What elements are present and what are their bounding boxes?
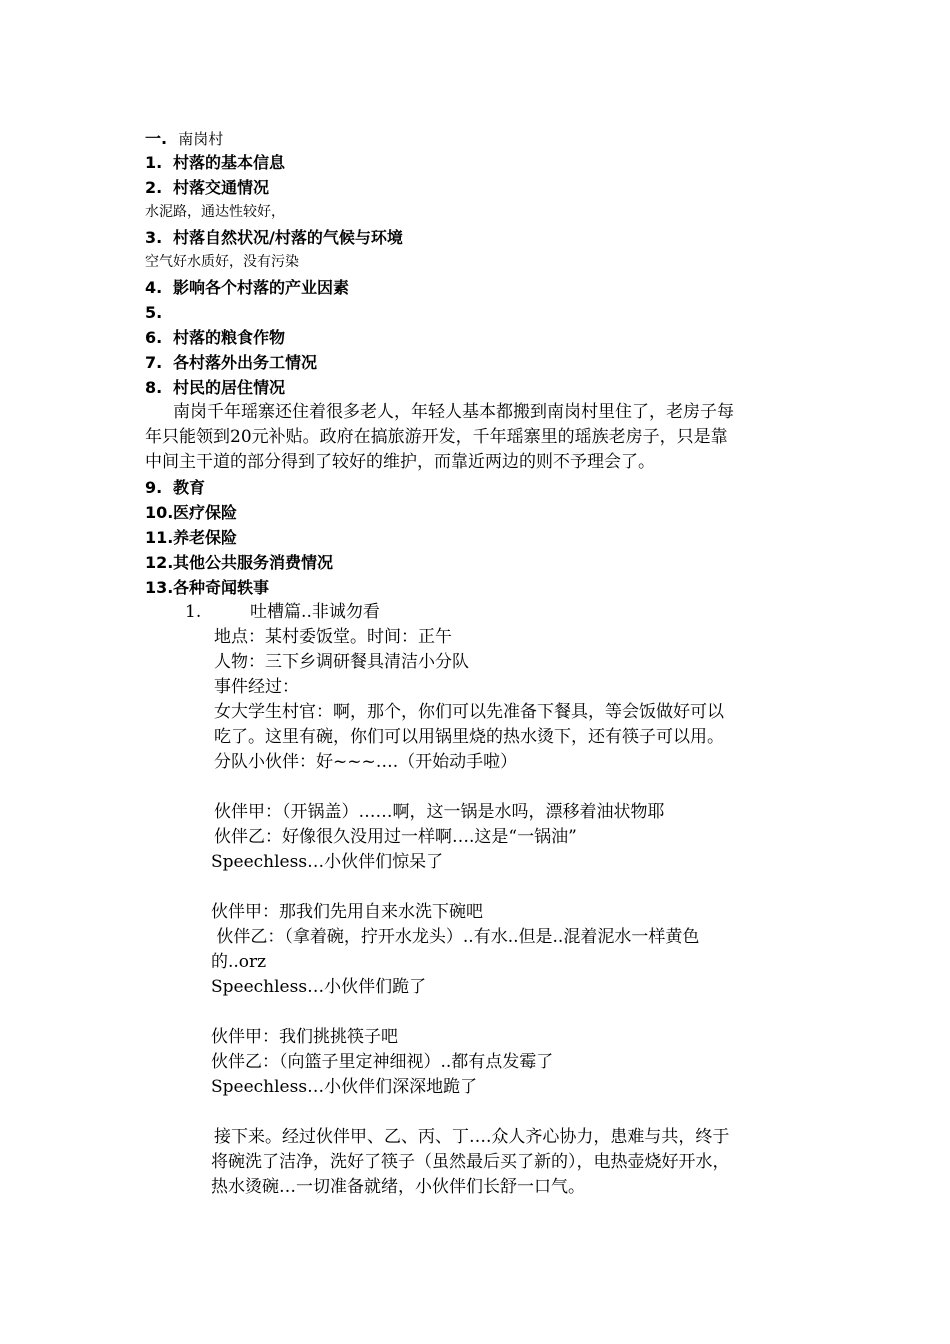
item-title: 影响各个村落的产业因素: [173, 278, 350, 297]
item-title: 村落交通情况: [173, 178, 270, 197]
story-line: 分队小伙伴：好~~~….（开始动手啦）: [214, 752, 518, 772]
item-heading: [145, 175, 269, 200]
item-number: 1.: [145, 153, 163, 172]
item-heading: [145, 475, 205, 500]
story-line: 接下来。经过伙伴甲、乙、丙、丁….众人齐心协力，患难与共，终于: [214, 1127, 730, 1147]
item-number: 5.: [145, 303, 163, 322]
item-title: 村落的基本信息: [173, 153, 286, 172]
item-number: 9.: [145, 478, 163, 497]
story-line: 伙伴乙：好像很久没用过一样啊….这是“一锅油”: [214, 827, 577, 847]
story-line: 伙伴乙：（拿着碗，拧开水龙头）..有水..但是..混着泥水一样黄色: [211, 927, 700, 947]
housing-paragraph-line: 年只能领到20元补贴。政府在搞旅游开发，千年瑶寨里的瑶族老房子，只是靠: [145, 427, 728, 447]
item-number: 12.: [145, 553, 174, 572]
story-heading: [185, 600, 380, 625]
story-title: 吐槽篇..非诚勿看: [250, 602, 380, 622]
story-line: 伙伴甲：那我们先用自来水洗下碗吧: [211, 902, 483, 922]
story-line: 的..orz: [211, 952, 267, 972]
story-line: 伙伴甲：（开锅盖）……啊，这一锅是水吗，漂移着油状物耶: [214, 802, 665, 822]
story-line: 女大学生村官：啊，那个，你们可以先准备下餐具，等会饭做好可以: [214, 702, 724, 722]
item-number: 3.: [145, 228, 163, 247]
story-line: 人物：三下乡调研餐具清洁小分队: [214, 652, 469, 672]
item-heading: [145, 325, 285, 350]
item-heading: [145, 225, 403, 250]
item-heading: [145, 525, 237, 550]
item-number: 10.: [145, 503, 174, 522]
story-line: 伙伴甲：我们挑挑筷子吧: [211, 1027, 398, 1047]
item-title: 养老保险: [173, 528, 238, 547]
item-number: 7.: [145, 353, 163, 372]
item-number: 6.: [145, 328, 163, 347]
section-heading: [145, 126, 223, 152]
story-line: 事件经过：: [214, 677, 299, 697]
environment-note: 空气好水质好，没有污染: [145, 254, 299, 270]
item-heading: [145, 575, 269, 600]
story-line: 地点：某村委饭堂。时间：正午: [214, 627, 452, 647]
item-heading: [145, 375, 285, 400]
story-line: Speechless…小伙伴们惊呆了: [211, 852, 444, 872]
item-heading: [145, 300, 173, 325]
item-heading: [145, 550, 333, 575]
housing-paragraph-line: 南岗千年瑶寨还住着很多老人，年轻人基本都搬到南岗村里住了，老房子每: [173, 402, 734, 422]
traffic-note: 水泥路，通达性较好，: [145, 204, 285, 220]
story-line: 伙伴乙：（向篮子里定神细视）..都有点发霉了: [211, 1052, 554, 1072]
story-line: 吃了。这里有碗，你们可以用锅里烧的热水烫下，还有筷子可以用。: [214, 727, 724, 747]
item-heading: [145, 150, 285, 175]
item-heading: [145, 275, 349, 300]
story-number: 1.: [185, 602, 202, 622]
item-number: 8.: [145, 378, 163, 397]
item-title: 村落自然状况/村落的气候与环境: [173, 228, 403, 247]
item-title: 医疗保险: [173, 503, 238, 522]
story-line: 热水烫碗…一切准备就绪，小伙伴们长舒一口气。: [211, 1177, 585, 1197]
item-title: 教育: [173, 478, 206, 497]
item-number: 2.: [145, 178, 163, 197]
item-title: 各村落外出务工情况: [173, 353, 318, 372]
item-title: 其他公共服务消费情况: [173, 553, 334, 572]
housing-paragraph-line: 中间主干道的部分得到了较好的维护，而靠近两边的则不予理会了。: [145, 452, 655, 472]
item-heading: [145, 350, 317, 375]
item-number: 11.: [145, 528, 174, 547]
item-number: 13.: [145, 578, 174, 597]
item-title: 村民的居住情况: [173, 378, 286, 397]
story-line: Speechless…小伙伴们深深地跪了: [211, 1077, 478, 1097]
story-line: Speechless…小伙伴们跪了: [211, 977, 427, 997]
item-title: 各种奇闻轶事: [173, 578, 270, 597]
item-heading: [145, 500, 237, 525]
story-line: 将碗洗了洁净，洗好了筷子（虽然最后买了新的），电热壶烧好开水，: [211, 1152, 730, 1172]
item-number: 4.: [145, 278, 163, 297]
village-name: 南岗村: [178, 130, 224, 148]
section-marker: 一.: [145, 129, 168, 148]
item-title: 村落的粮食作物: [173, 328, 286, 347]
